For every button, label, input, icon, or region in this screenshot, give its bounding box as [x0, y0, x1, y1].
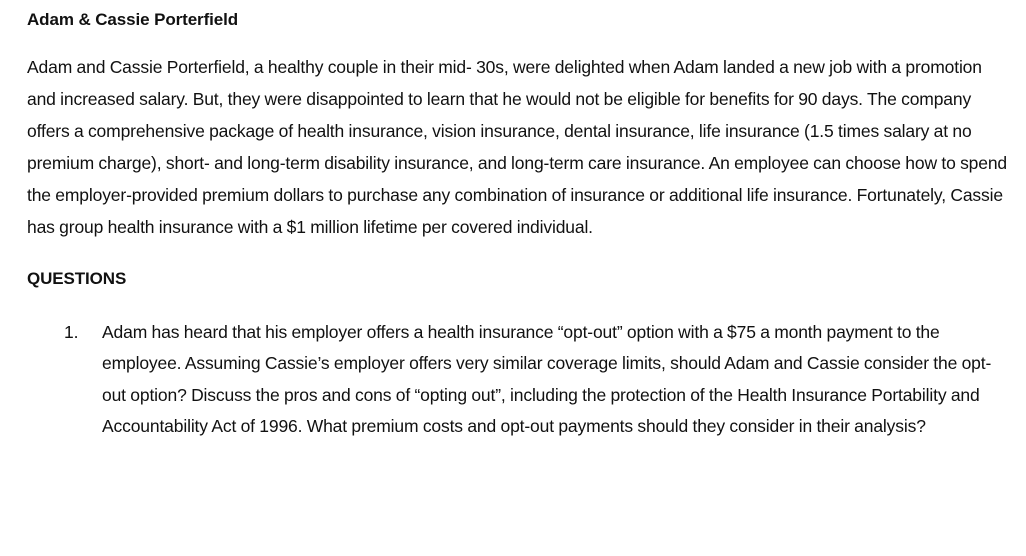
question-text: Adam has heard that his employer offers a health insurance “opt-out” option with a $75 a month payment to the employee. Assuming Cassie’s employer offers very similar coverage limits, should Adam and Cassie consider the opt-out option? Discuss the pros and cons of “opting out”, including the protection of the Health Insurance Portability and Accountability Act of 1996. What premium costs and opt-out payments should they consider in their analysis? — [102, 321, 992, 437]
case-description: Adam and Cassie Porterfield, a healthy couple in their mid- 30s, were delighted when Adam landed a new job with a promotion and increased salary. But, they were disappointed to learn that he would not be eligible for benefits for 90 days. The company offers a comprehensive package of health insurance, vision insurance, dental insurance, life insurance (1.5 times salary at no premium charge), short- and long-term disability insurance, and long-term care insurance. An employee can choose how to spend the employer-provided premium dollars to purchase any combination of insurance or additional life insurance. Fortunately, Cassie has group health insurance with a $1 million lifetime per covered individual. — [27, 57, 1008, 238]
document-page — [27, 6, 1012, 443]
question-number: 1. — [64, 321, 79, 342]
question-item — [27, 317, 1012, 443]
case-title: Adam & Cassie Porterfield — [27, 10, 239, 29]
question-list — [27, 317, 1012, 443]
questions-heading: QUESTIONS — [27, 268, 127, 288]
